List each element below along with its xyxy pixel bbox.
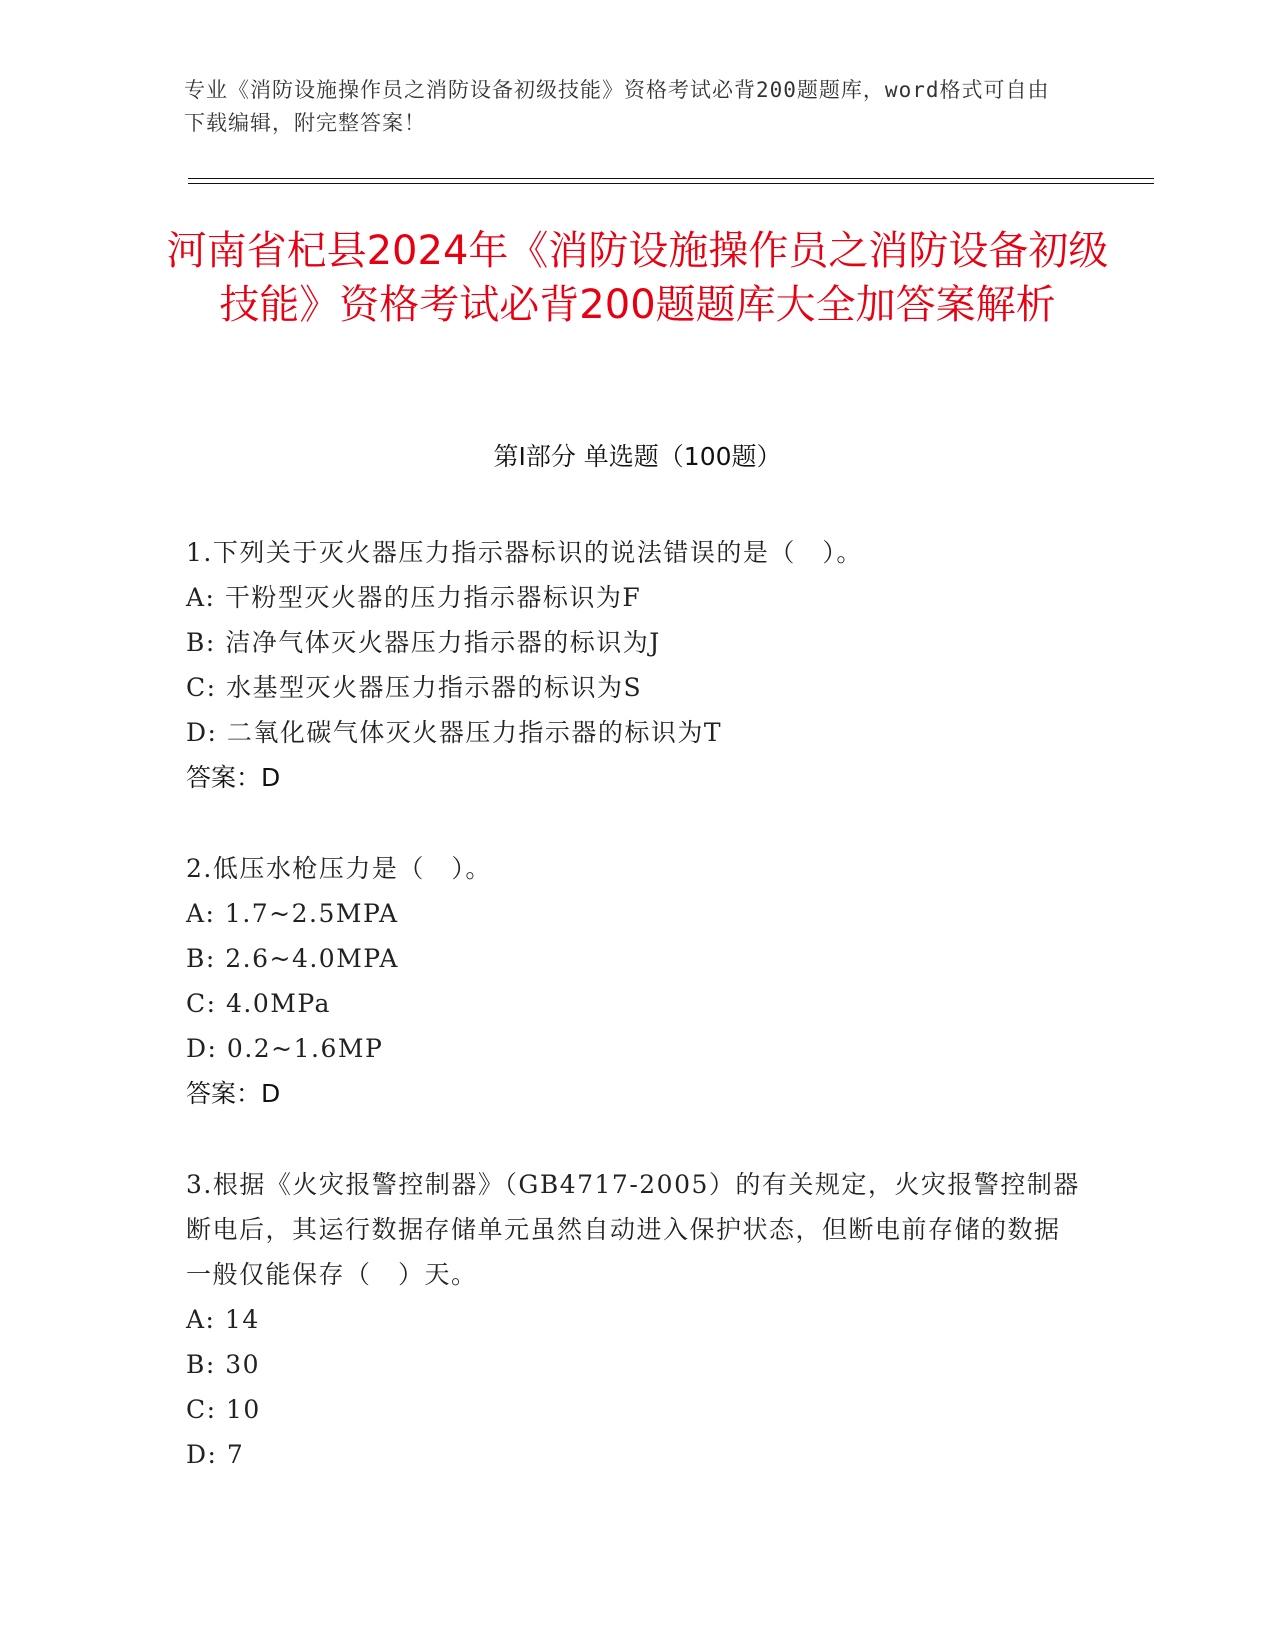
header-note: 专业《消防设施操作员之消防设备初级技能》资格考试必背200题题库，word格式可自由下载编辑，附完整答案！ — [184, 78, 1050, 135]
option-c: C: 10 — [186, 1395, 261, 1424]
option-a: A: 14 — [186, 1305, 260, 1334]
option-c: C: 4.0MPa — [186, 989, 331, 1018]
section-title: 第Ⅰ部分 单选题（100题） — [493, 442, 782, 471]
option-b: B: 30 — [186, 1350, 261, 1379]
header-divider-bottom — [188, 183, 1154, 184]
answer: 答案：D — [186, 1079, 281, 1108]
question-stem: 1.下列关于灭火器压力指示器标识的说法错误的是（ ）。 — [186, 538, 863, 567]
question-3 — [186, 1162, 1086, 1477]
question-stem: 3.根据《火灾报警控制器》（GB4717-2005）的有关规定，火灾报警控制器断电后，其运行数据存储单元虽然自动进入保护状态，但断电前存储的数据一般仅能保存（ ）天。 — [186, 1170, 1080, 1289]
document-title: 河南省杞县2024年《消防设施操作员之消防设备初级技能》资格考试必背200题题库大全加答案解析 — [166, 228, 1109, 328]
answer: 答案：D — [186, 763, 281, 792]
option-c: C: 水基型灭火器压力指示器的标识为S — [186, 673, 643, 702]
question-1 — [186, 530, 1086, 800]
option-b: B: 洁净气体灭火器压力指示器的标识为J — [186, 628, 661, 657]
question-stem: 2.低压水枪压力是（ ）。 — [186, 854, 492, 883]
option-d: D: 0.2~1.6MP — [186, 1034, 384, 1063]
option-d: D: 二氧化碳气体灭火器压力指示器的标识为T — [186, 718, 723, 747]
question-list — [186, 530, 1086, 1523]
header-divider-top — [188, 178, 1154, 179]
option-d: D: 7 — [186, 1440, 245, 1469]
option-a: A: 干粉型灭火器的压力指示器标识为F — [186, 583, 642, 612]
question-2 — [186, 846, 1086, 1116]
option-a: A: 1.7~2.5MPA — [186, 899, 399, 928]
option-b: B: 2.6~4.0MPA — [186, 944, 399, 973]
